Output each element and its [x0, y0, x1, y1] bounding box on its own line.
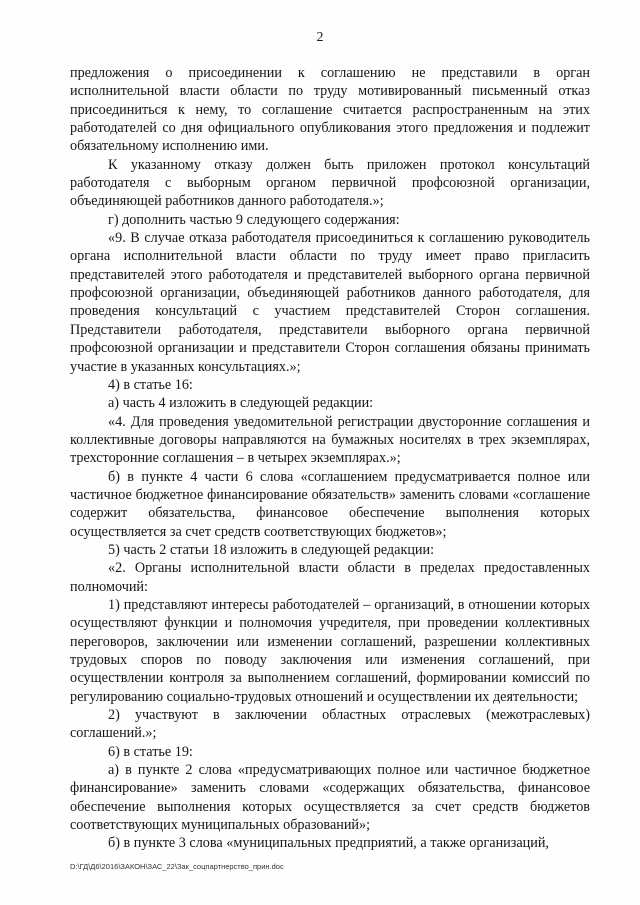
- paragraph: 2) участвуют в заключении областных отраслевых (межотраслевых) соглашений.»;: [70, 707, 590, 742]
- paragraph: г) дополнить частью 9 следующего содержания:: [108, 211, 400, 228]
- document-body: [70, 64, 590, 853]
- paragraph: а) часть 4 изложить в следующей редакции:: [108, 395, 374, 412]
- page-number: 2: [316, 30, 324, 45]
- paragraph: К указанному отказу должен быть приложен протокол консультаций работодателя с выборным органом первичной профсоюзной организации, объединяющей работников данного работодателя.»;: [70, 156, 590, 210]
- paragraph: 1) представляют интересы работодателей – организаций, в отношении которых осуществляют функции и полномочия учредителя, при проведении коллективных переговоров, заключении или изменении соглашений, разрешении коллективных трудовых споров по поводу заключения или изменения соглашений, при осуществлении контроля за выполнением соглашений, формировании комиссий по регулированию социально-трудовых отношений и осуществлении их деятельности;: [70, 596, 590, 705]
- paragraph: б) в пункте 3 слова «муниципальных предприятий, а также организаций,: [108, 835, 549, 852]
- paragraph: б) в пункте 4 части 6 слова «соглашением предусматривается полное или частичное бюджетное финансирование обязательств» заменить словами «соглашение содержит обязательства, финансовое обеспечение выполнения которых осуществляется за счет средств соответствующих бюджетов»;: [70, 468, 590, 540]
- paragraph: «4. Для проведения уведомительной регистрации двусторонние соглашения и коллективные договоры направляются на бумажных носителях в трех экземплярах, трехсторонние соглашения – в четырех экземплярах.»;: [70, 413, 590, 467]
- paragraph: 6) в статье 19:: [108, 743, 193, 760]
- paragraph: 5) часть 2 статьи 18 изложить в следующей редакции:: [108, 541, 435, 558]
- paragraph: а) в пункте 2 слова «предусматривающих полное или частичное бюджетное финансирование» заменить словами «содержащих обязательства, финансовое обеспечение выполнения которых осуществляется за счет средств бюджетов соответствующих муниципальных образований»;: [70, 762, 590, 834]
- paragraph: предложения о присоединении к соглашению не представили в орган исполнительной власти области по труду мотивированный письменный отказ присоединиться к нему, то соглашение считается распространенным на этих работодателей со дня официального опубликования этого предложения и подлежит обязательному исполнению ими.: [70, 65, 590, 155]
- paragraph: «9. В случае отказа работодателя присоединиться к соглашению руководитель органа исполнительной власти области по труду имеет право пригласить представителей этого работодателя и представителей выборного органа первичной профсоюзной организации, объединяющей работников данного работодателя, для проведения консультаций с участием представителей Сторон соглашения. Представители работодателя, представители выборного органа первичной профсоюзной организации и представители Сторон соглашения обязаны принимать участие в указанных консультациях.»;: [70, 230, 590, 375]
- paragraph: 4) в статье 16:: [108, 376, 193, 393]
- footer-file-path: D:\ГД\Д6\2016\ЗАКОН\ЗАС_22\Зак_соцпартнерство_прин.doc: [70, 862, 284, 871]
- paragraph: «2. Органы исполнительной власти области в пределах предоставленных полномочий:: [70, 560, 590, 595]
